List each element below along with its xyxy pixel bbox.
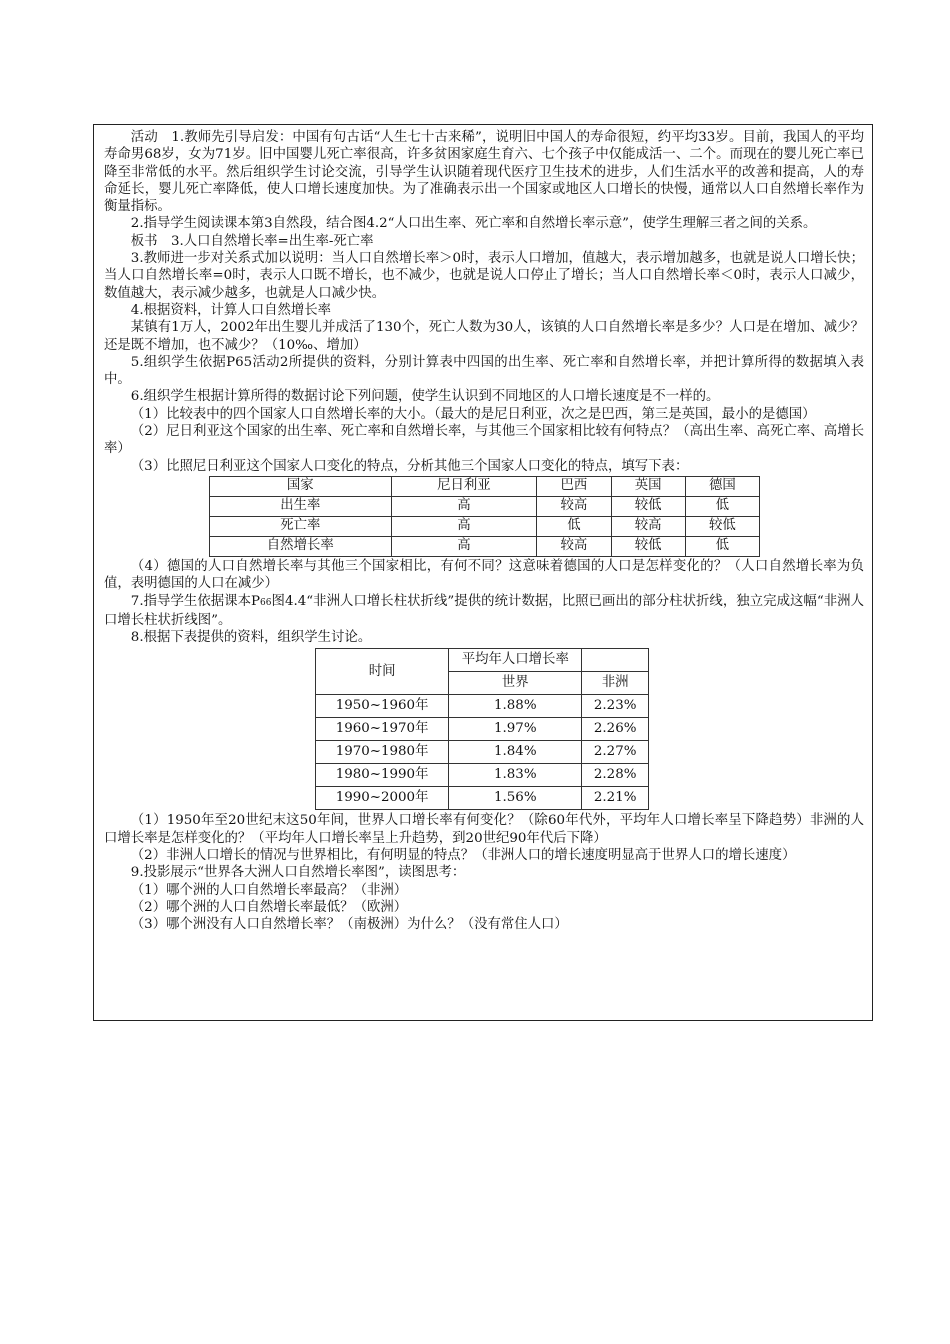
table-header-row (210, 476, 760, 496)
table-cell: 1960~1970年 (316, 718, 449, 741)
table-row (316, 764, 649, 787)
header-cell-group: 平均年人口增长率 (449, 649, 582, 672)
header-cell: 国家 (210, 476, 392, 496)
table-cell: 2.23% (582, 695, 649, 718)
table-row (210, 536, 760, 556)
table-cell: 出生率 (210, 496, 392, 516)
activity-7-text-a: 7.指导学生依据课本P (130, 593, 261, 609)
table-cell: 2.28% (582, 764, 649, 787)
paragraph-activity-6: 6.组织学生根据计算所得的数据讨论下列问题，使学生认识到不同地区的人口增长速度是不一样的。 (130, 389, 720, 405)
header-cell: 英国 (611, 476, 685, 496)
header-cell: 德国 (685, 476, 759, 496)
table-cell: 较低 (611, 496, 685, 516)
header-cell: 巴西 (537, 476, 611, 496)
table-cell: 自然增长率 (210, 536, 392, 556)
table-cell: 较高 (537, 536, 611, 556)
table-cell: 2.26% (582, 718, 649, 741)
header-cell-world: 世界 (449, 672, 582, 695)
paragraph-question-1: （1）比较表中的四个国家人口自然增长率的大小。（最大的是尼日利亚，次之是巴西，第三是英国，最小的是德国） (130, 406, 816, 422)
table-cell: 高 (391, 496, 537, 516)
paragraph-map-question-2: （2）哪个洲的人口自然增长率最低？（欧洲） (130, 899, 408, 915)
header-cell: 尼日利亚 (391, 476, 537, 496)
paragraph-calc-problem: 某镇有1万人，2002年出生婴儿并成活了130个，死亡人数为30人，该镇的人口自然增长率是多少？人口是在增加、减少？还是既不增加，也不减少？（10‰、增加） (104, 320, 864, 353)
table-header-row (316, 649, 649, 672)
header-cell-blank (582, 649, 649, 672)
table-cell: 1.83% (449, 764, 582, 787)
table-row (316, 787, 649, 810)
table-cell: 高 (391, 516, 537, 536)
growth-rate-table (315, 648, 649, 810)
table-cell: 较低 (685, 516, 759, 536)
table-cell: 低 (537, 516, 611, 536)
table-cell: 1.84% (449, 741, 582, 764)
table-cell: 2.21% (582, 787, 649, 810)
paragraph-discussion-2: （2）非洲人口增长的情况与世界相比，有何明显的特点？（非洲人口的增长速度明显高于世界人口的增长速度） (130, 848, 796, 864)
lesson-content-frame (93, 124, 873, 1021)
header-cell-africa: 非洲 (582, 672, 649, 695)
paragraph-question-3: （3）比照尼日利亚这个国家人口变化的特点，分析其他三个国家人口变化的特点，填写下表： (130, 458, 689, 474)
table-cell: 低 (685, 496, 759, 516)
table-row (210, 516, 760, 536)
paragraph-activity-5: 5.组织学生依据P65活动2所提供的资料，分别计算表中四国的出生率、死亡率和自然增长率，并把计算所得的数据填入表中。 (104, 354, 864, 388)
table-cell: 1990~2000年 (316, 787, 449, 810)
paragraph-activity-8: 8.根据下表提供的资料，组织学生讨论。 (130, 630, 372, 646)
table-row (316, 741, 649, 764)
table-row (316, 718, 649, 741)
activity-7-text-b: 图4.4“非洲人口增长柱状折线”提供的统计数据，比照已画出的部分柱状折线，独立完成这幅“非洲人口增长柱状折线图”。 (104, 593, 864, 628)
paragraph-question-2: （2）尼日利亚这个国家的出生率、死亡率和自然增长率，与其他三个国家相比较有何特点？（高出生率、高死亡率、高增长率） (104, 424, 864, 457)
table-row (210, 496, 760, 516)
paragraph-activity-7 (104, 593, 864, 630)
paragraph-discussion-1: （1）1950年至20世纪末这50年间，世界人口增长率有何变化？（除60年代外，平均年人口增长率呈下降趋势）非洲的人口增长率是怎样变化的？（平均年人口增长率呈上升趋势，到20世纪90年代后下降） (104, 813, 864, 846)
table-row (316, 695, 649, 718)
table-cell: 1980~1990年 (316, 764, 449, 787)
table-cell: 1.56% (449, 787, 582, 810)
table-cell: 死亡率 (210, 516, 392, 536)
table-cell: 较低 (611, 536, 685, 556)
paragraph-calc-heading: 4.根据资料，计算人口自然增长率 (130, 302, 332, 318)
table-cell: 较高 (611, 516, 685, 536)
paragraph-map-question-1: （1）哪个洲的人口自然增长率最高？（非洲） (130, 882, 408, 898)
paragraph-map-question-3: （3）哪个洲没有人口自然增长率？（南极洲）为什么？（没有常住人口） (130, 917, 568, 933)
table-cell: 1970~1980年 (316, 741, 449, 764)
paragraph-activity-9: 9.投影展示“世界各大洲人口自然增长率图”，读图思考： (130, 865, 466, 881)
table-cell: 低 (685, 536, 759, 556)
page-subscript: 66 (260, 597, 272, 608)
paragraph-question-4: （4）德国的人口自然增长率与其他三个国家相比，有何不同？这意味着德国的人口是怎样变化的？（人口自然增长率为负值，表明德国的人口在减少） (104, 558, 864, 592)
table-cell: 1.88% (449, 695, 582, 718)
paragraph-activity-1: 活动 1.教师先引导启发：中国有句古话“人生七十古来稀”，说明旧中国人的寿命很短，约平均33岁。目前，我国人的平均寿命男68岁，女为71岁。旧中国婴儿死亡率很高，许多贫困家庭生育六、七个孩子中仅能成活一、二个。而现在的婴儿死亡率已降至非常低的水平。然后组织学生讨论交流，引导学生认识随着现代医疗卫生技术的进步，人们生活水平的改善和提高，人的寿命延长，婴儿死亡率降低，使人口增长速度加快。为了准确表示出一个国家或地区人口增长的快慢，通常以人口自然增长率作为衡量指标。 (104, 130, 864, 215)
table-cell: 高 (391, 536, 537, 556)
table-cell: 1.97% (449, 718, 582, 741)
paragraph-blackboard-formula: 板书 3.人口自然增长率=出生率-死亡率 (130, 233, 374, 249)
table-cell: 较高 (537, 496, 611, 516)
paragraph-reading-guide: 2.指导学生阅读课本第3自然段，结合图4.2“人口出生率、死亡率和自然增长率示意”，使学生理解三者之间的关系。 (130, 216, 817, 232)
table-cell: 1950~1960年 (316, 695, 449, 718)
paragraph-formula-explanation: 3.教师进一步对关系式加以说明：当人口自然增长率＞0时，表示人口增加，值越大，表示增加越多，也就是说人口增长快；当人口自然增长率=0时，表示人口既不增长，也不减少，也就是说人口停止了增长；当人口自然增长率＜0时，表示人口减少，数值越大，表示减少越多，也就是人口减少快。 (104, 251, 864, 301)
table-cell: 2.27% (582, 741, 649, 764)
country-comparison-table (209, 476, 760, 557)
header-cell-time: 时间 (316, 649, 449, 695)
